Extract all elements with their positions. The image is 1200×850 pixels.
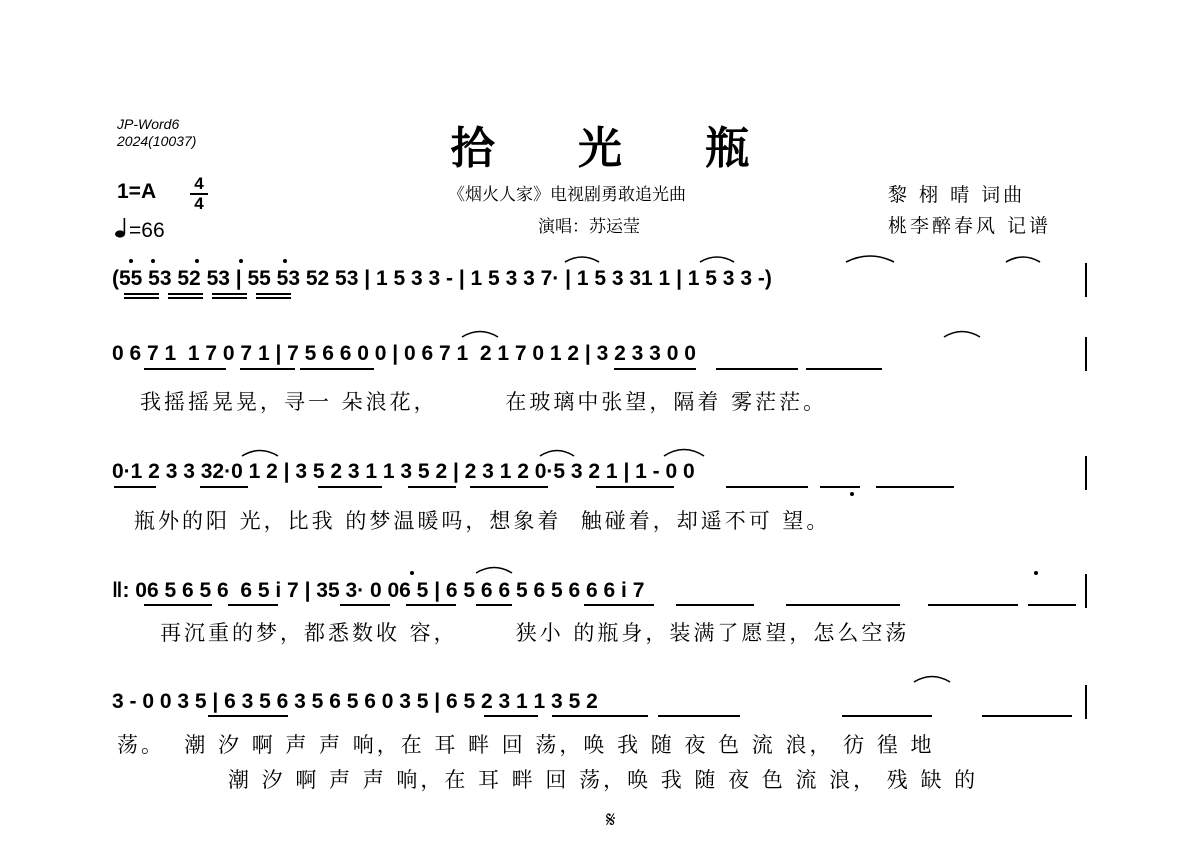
tempo-value: =66 [129, 219, 165, 242]
lyricist-composer: 黎 栩 晴 词曲 [888, 184, 1026, 206]
staff-3-lyrics: 瓶外的阳 光，比我 的梦温暖吗，想象着 触碰着，却遥不可 望。 [134, 509, 831, 533]
time-signature-top: 4 [194, 174, 204, 193]
segno-sign: 𝄋 [606, 808, 616, 833]
staff-1-notes: (55 53 52 53 | 55 53 52 53 | 1 5 3 3 - | 1 5 3 3 7· | 1 5 3 31 1 | 1 5 3 3 -) [112, 267, 772, 290]
transcriber: 桃李醉春风 记谱 [888, 215, 1052, 237]
staff-2-lyrics: 我摇摇晃晃，寻一 朵浪花， 在玻璃中张望，隔着 雾茫茫。 [140, 390, 828, 414]
song-title: 拾 光 瓶 [450, 123, 784, 174]
subtitle: 《烟火人家》电视剧勇敢追光曲 [448, 185, 686, 205]
time-signature-bottom: 4 [194, 194, 204, 213]
staff-2-notes: 0 6 7 1 1 7 0 7 1 | 7 5 6 6 0 0 | 0 6 7 1 2 1 7 0 1 2 | 3 2 3 3 0 0 [112, 342, 696, 365]
staff-4-notes: ‖: 06 5 6 5 6 6 5 i 7 | 35 3· 0 06 5 | 6 5 6 6 5 6 5 6 6 6 i 7 [112, 579, 645, 602]
source-line-1: JP-Word6 [117, 116, 180, 132]
singer: 演唱：苏运莹 [538, 217, 640, 237]
staff-3-notes: 0·1 2 3 3 32·0 1 2 | 3 5 2 3 1 1 3 5 2 | 2 3 1 2 0·5 3 2 1 | 1 - 0 0 [112, 460, 695, 483]
staff-5-notes: 3 - 0 0 3 5 | 6 3 5 6 3 5 6 5 6 0 3 5 | 6 5 2 3 1 1 3 5 2 [112, 690, 598, 713]
staff-5-lyrics-verse-2: 潮 汐 啊 声 声 响，在 耳 畔 回 荡，唤 我 随 夜 色 流 浪， 残 缺 的 [228, 768, 979, 792]
staff-4-lyrics: 再沉重的梦，都悉数收 容， 狭小 的瓶身，装满了愿望，怎么空荡 [160, 621, 910, 645]
source-line-2: 2024(10037) [117, 133, 197, 149]
staff-5-lyrics-verse-1: 荡。 潮 汐 啊 声 声 响，在 耳 畔 回 荡，唤 我 随 夜 色 流 浪， 彷 徨 地 [117, 733, 935, 757]
key-signature: 1=A [117, 180, 157, 203]
